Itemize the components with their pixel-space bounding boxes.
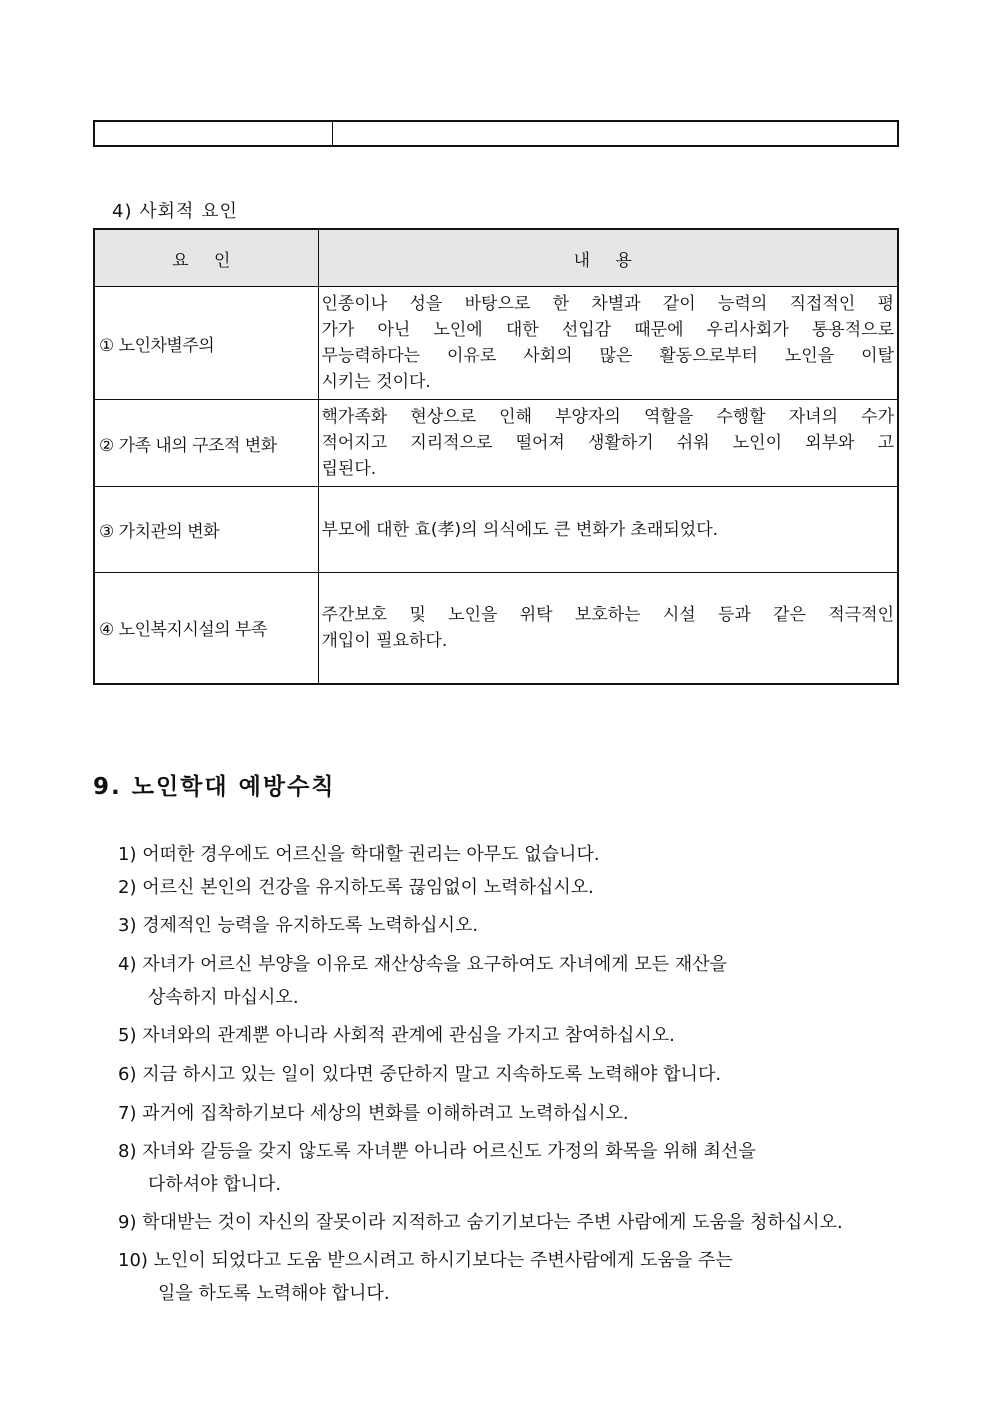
list-item bbox=[118, 1246, 733, 1305]
rule-text: 2) 어르신 본인의 건강을 유지하도록 끊임없이 노력하십시오. bbox=[118, 877, 594, 898]
rule-text: 5) 자녀와의 관계뿐 아니라 사회적 관계에 관심을 가지고 참여하십시오. bbox=[118, 1025, 675, 1046]
content-line: 핵가족화 현상으로 인해 부양자의 역할을 수행할 자녀의 수가 bbox=[321, 407, 894, 427]
factor-cell: ② 가족 내의 구조적 변화 bbox=[94, 400, 318, 487]
rule-text: 8) 자녀와 갈등을 갖지 않도록 자녀뿐 아니라 어르신도 가정의 화목을 위해 최선을 bbox=[118, 1141, 756, 1162]
rule-text: 6) 지금 하시고 있는 일이 있다면 중단하지 말고 지속하도록 노력해야 합니다. bbox=[118, 1064, 722, 1085]
table-header-row bbox=[94, 229, 898, 287]
factor-cell: ③ 가치관의 변화 bbox=[94, 487, 318, 573]
content-cell bbox=[318, 400, 898, 487]
content-line: 무능력하다는 이유로 사회의 많은 활동으로부터 노인을 이탈 bbox=[321, 346, 894, 366]
list-item bbox=[118, 1099, 629, 1125]
list-item bbox=[118, 1137, 756, 1196]
content-cell bbox=[318, 487, 898, 573]
content-line: 적어지고 지리적으로 떨어져 생활하기 쉬워 노인이 외부와 고 bbox=[321, 433, 894, 453]
rule-text-continued: 다하셔야 합니다. bbox=[148, 1174, 282, 1195]
factor-cell: ④ 노인복지시설의 부족 bbox=[94, 573, 318, 684]
list-item bbox=[118, 1060, 721, 1086]
subheading-social-factors: 4) 사회적 요인 bbox=[112, 201, 238, 222]
top-table-fragment bbox=[93, 120, 899, 147]
header-factor: 요 인 bbox=[94, 229, 318, 287]
list-item bbox=[118, 1208, 843, 1234]
rule-text: 1) 어떠한 경우에도 어르신을 학대할 권리는 아무도 없습니다. bbox=[118, 844, 600, 865]
rule-text: 4) 자녀가 어르신 부양을 이유로 재산상속을 요구하여도 자녀에게 모든 재산을 bbox=[118, 954, 727, 975]
table-row bbox=[94, 287, 898, 400]
content-line: 개입이 필요하다. bbox=[321, 630, 448, 651]
table-row bbox=[94, 400, 898, 487]
content-line: 부모에 대한 효(孝)의 의식에도 큰 변화가 초래되었다. bbox=[321, 519, 719, 540]
rule-text: 7) 과거에 집착하기보다 세상의 변화를 이해하려고 노력하십시오. bbox=[118, 1103, 629, 1124]
top-table-cell bbox=[333, 122, 897, 145]
content-line: 주간보호 및 노인을 위탁 보호하는 시설 등과 같은 적극적인 bbox=[321, 604, 894, 625]
section-title: 9. 노인학대 예방수칙 bbox=[93, 774, 336, 800]
list-item bbox=[118, 911, 478, 937]
social-factors-table bbox=[93, 228, 899, 685]
rule-text: 3) 경제적인 능력을 유지하도록 노력하십시오. bbox=[118, 915, 479, 936]
list-item bbox=[118, 1021, 675, 1047]
content-cell bbox=[318, 287, 898, 400]
content-cell bbox=[318, 573, 898, 684]
list-item bbox=[118, 840, 600, 866]
content-line: 립된다. bbox=[321, 459, 377, 479]
rule-text-continued: 일을 하도록 노력해야 합니다. bbox=[158, 1283, 390, 1304]
top-table-cell bbox=[95, 122, 333, 145]
list-item bbox=[118, 950, 727, 1009]
content-line: 인종이나 성을 바탕으로 한 차별과 같이 능력의 직접적인 평 bbox=[321, 294, 894, 314]
rule-text: 10) 노인이 되었다고 도움 받으시려고 하시기보다는 주변사람에게 도움을 주는 bbox=[118, 1250, 733, 1271]
table-row bbox=[94, 487, 898, 573]
list-item bbox=[118, 873, 594, 899]
header-content: 내 용 bbox=[318, 229, 898, 287]
table-row bbox=[94, 573, 898, 684]
content-line: 가가 아닌 노인에 대한 선입감 때문에 우리사회가 통용적으로 bbox=[321, 320, 894, 340]
content-line: 시키는 것이다. bbox=[321, 372, 431, 392]
rule-text: 9) 학대받는 것이 자신의 잘못이라 지적하고 숨기기보다는 주변 사람에게 도움을 청하십시오. bbox=[118, 1212, 843, 1233]
factor-cell: ① 노인차별주의 bbox=[94, 287, 318, 400]
rule-text-continued: 상속하지 마십시오. bbox=[148, 987, 299, 1008]
